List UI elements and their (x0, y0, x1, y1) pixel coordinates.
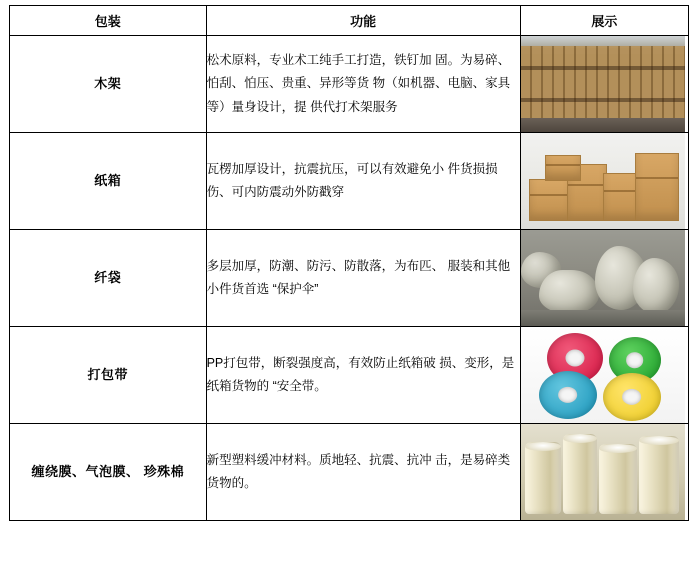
package-function: 松术原料，专业术工纯手工打造，铁钉加 固。为易碎、怕刮、怕压、贵重、异形等货 物（如机器、电脑、家具等）量身设计，提 供代打术架服务 (206, 36, 520, 133)
table-row (10, 424, 689, 521)
strapping-roll-yellow (603, 373, 661, 421)
woven-bag-photo (521, 230, 685, 326)
table-header-row (10, 6, 689, 36)
carton (545, 155, 581, 181)
table-row (10, 36, 689, 133)
package-name: 打包带 (10, 327, 207, 424)
table-row (10, 327, 689, 424)
carton (635, 153, 679, 221)
film-roll (599, 444, 637, 514)
film-roll (525, 442, 561, 514)
stretch-film-photo (521, 424, 685, 520)
woven-sack (539, 270, 599, 314)
carton (529, 179, 571, 221)
package-function: 多层加厚，防潮、防污、防散落，为布匹、 服装和其他小件货首选 “保护伞” (206, 230, 520, 327)
package-name: 纤袋 (10, 230, 207, 327)
package-demo-cell (520, 230, 688, 327)
photo-strap-band (521, 98, 685, 102)
package-demo-cell (520, 133, 688, 230)
package-function: 新型塑料缓冲材料。质地轻、抗震、抗冲 击，是易碎类货物的。 (206, 424, 520, 521)
packaging-table-page (0, 5, 699, 575)
photo-floor (521, 310, 685, 326)
column-header-demo: 展示 (520, 6, 688, 36)
package-name: 纸箱 (10, 133, 207, 230)
package-demo-cell (520, 424, 688, 521)
photo-strap-band (521, 66, 685, 70)
column-header-function: 功能 (206, 6, 520, 36)
strapping-roll-photo (521, 327, 685, 423)
column-header-package: 包装 (10, 6, 207, 36)
film-roll (639, 436, 679, 514)
package-function: 瓦楞加厚设计，抗震抗压，可以有效避免小 件货损损伤、可内防震动外防戳穿 (206, 133, 520, 230)
table-row (10, 230, 689, 327)
woven-sack (633, 258, 679, 314)
package-name: 缠绕膜、气泡膜、 珍殊棉 (10, 424, 207, 521)
wooden-crate-photo (521, 36, 685, 132)
table-row (10, 133, 689, 230)
package-name: 木架 (10, 36, 207, 133)
packaging-table (9, 5, 689, 521)
package-function: PP打包带，断裂强度高，有效防止纸箱破 损、变形，是纸箱货物的 “安全带。 (206, 327, 520, 424)
package-demo-cell (520, 327, 688, 424)
film-roll (563, 434, 597, 514)
photo-floor (521, 118, 685, 132)
strapping-roll-blue (539, 371, 597, 419)
carton-box-photo (521, 133, 685, 229)
package-demo-cell (520, 36, 688, 133)
